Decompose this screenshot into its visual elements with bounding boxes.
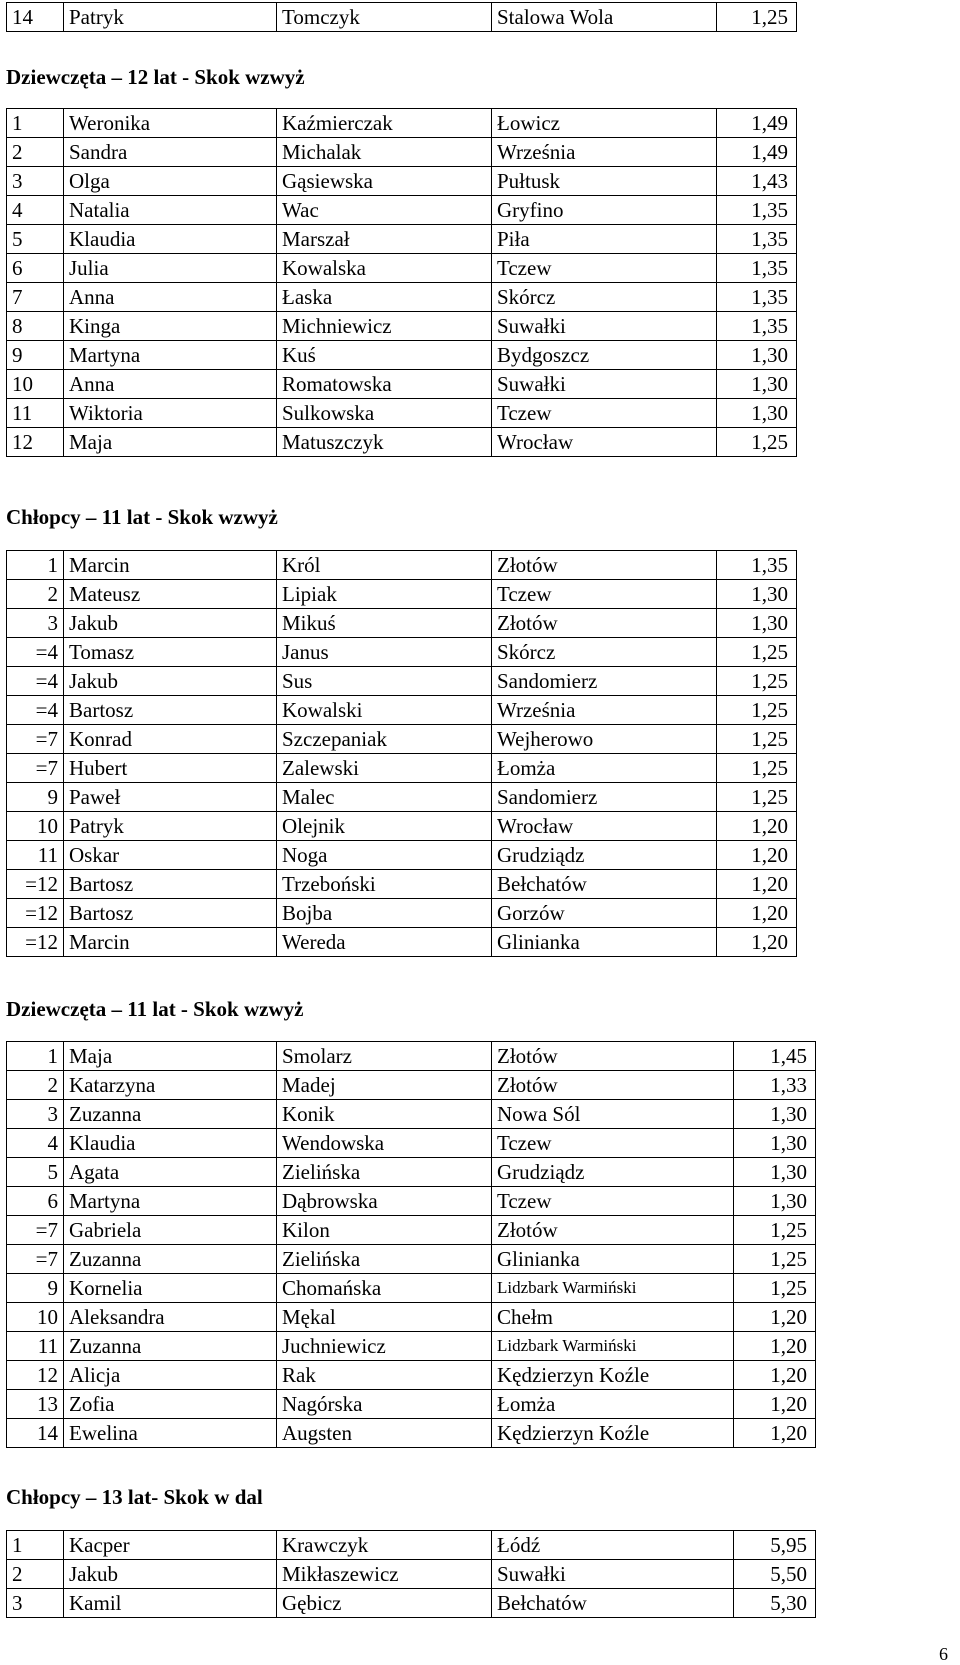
last-name-cell: Madej <box>277 1071 492 1100</box>
first-name-cell: Bartosz <box>64 870 277 899</box>
place-cell: =7 <box>7 1216 64 1245</box>
result-cell: 1,43 <box>717 167 797 196</box>
city-cell: Suwałki <box>492 312 717 341</box>
city-cell: Skórcz <box>492 283 717 312</box>
first-name-cell: Gabriela <box>64 1216 277 1245</box>
place-cell: 8 <box>7 312 64 341</box>
last-name-cell: Łaska <box>277 283 492 312</box>
table-row <box>7 580 797 609</box>
place-cell: 4 <box>7 196 64 225</box>
table-row <box>7 783 797 812</box>
section-heading-girls-12-high-jump: Dziewczęta – 12 lat - Skok wzwyż <box>6 65 305 89</box>
table-row <box>7 283 797 312</box>
city-cell: Glinianka <box>492 928 717 957</box>
section-heading-boys-11-high-jump: Chłopcy – 11 lat - Skok wzwyż <box>6 505 278 529</box>
city-cell: Łódź <box>492 1531 734 1560</box>
table-row <box>7 138 797 167</box>
table-row <box>7 1071 816 1100</box>
table-row <box>7 167 797 196</box>
place-cell: =12 <box>7 899 64 928</box>
table-row <box>7 1560 816 1589</box>
result-cell: 1,30 <box>734 1187 816 1216</box>
city-cell: Gorzów <box>492 899 717 928</box>
table-row <box>7 1129 816 1158</box>
table-row <box>7 254 797 283</box>
result-cell: 1,25 <box>717 696 797 725</box>
place-cell: =12 <box>7 928 64 957</box>
first-name-cell: Zuzanna <box>64 1100 277 1129</box>
place-cell: 10 <box>7 1303 64 1332</box>
city-cell: Grudziądz <box>492 1158 734 1187</box>
last-name-cell: Romatowska <box>277 370 492 399</box>
last-name-cell: Sulkowska <box>277 399 492 428</box>
first-name-cell: Konrad <box>64 725 277 754</box>
first-name-cell: Aleksandra <box>64 1303 277 1332</box>
table-row <box>7 428 797 457</box>
city-cell: Stalowa Wola <box>492 3 717 32</box>
result-cell: 1,20 <box>717 870 797 899</box>
place-cell: 10 <box>7 370 64 399</box>
last-name-cell: Zielińska <box>277 1158 492 1187</box>
result-cell: 1,20 <box>717 841 797 870</box>
result-cell: 1,20 <box>734 1303 816 1332</box>
first-name-cell: Sandra <box>64 138 277 167</box>
first-name-cell: Bartosz <box>64 696 277 725</box>
last-name-cell: Marszał <box>277 225 492 254</box>
result-cell: 1,25 <box>717 428 797 457</box>
results-table-girls-12-high-jump <box>6 108 797 457</box>
last-name-cell: Kowalski <box>277 696 492 725</box>
last-name-cell: Smolarz <box>277 1042 492 1071</box>
place-cell: 12 <box>7 1361 64 1390</box>
table-row <box>7 1419 816 1448</box>
result-cell: 1,35 <box>717 225 797 254</box>
city-cell: Łomża <box>492 754 717 783</box>
table-row <box>7 754 797 783</box>
place-cell: 12 <box>7 428 64 457</box>
result-cell: 1,20 <box>734 1419 816 1448</box>
place-cell: 11 <box>7 841 64 870</box>
first-name-cell: Jakub <box>64 667 277 696</box>
first-name-cell: Wiktoria <box>64 399 277 428</box>
place-cell: 10 <box>7 812 64 841</box>
place-cell: 1 <box>7 551 64 580</box>
result-cell: 1,49 <box>717 138 797 167</box>
city-cell: Chełm <box>492 1303 734 1332</box>
last-name-cell: Juchniewicz <box>277 1332 492 1361</box>
city-cell: Tczew <box>492 1187 734 1216</box>
city-cell: Bydgoszcz <box>492 341 717 370</box>
place-cell: 9 <box>7 1274 64 1303</box>
table-row <box>7 3 797 32</box>
result-cell: 1,25 <box>734 1216 816 1245</box>
result-cell: 1,25 <box>717 754 797 783</box>
place-cell: =4 <box>7 696 64 725</box>
result-cell: 1,20 <box>717 928 797 957</box>
city-cell: Wejherowo <box>492 725 717 754</box>
result-cell: 1,30 <box>734 1100 816 1129</box>
result-cell: 1,30 <box>734 1158 816 1187</box>
first-name-cell: Klaudia <box>64 1129 277 1158</box>
result-cell: 1,30 <box>717 370 797 399</box>
place-cell: 11 <box>7 1332 64 1361</box>
last-name-cell: Wereda <box>277 928 492 957</box>
place-cell: 14 <box>7 3 64 32</box>
first-name-cell: Martyna <box>64 341 277 370</box>
last-name-cell: Nagórska <box>277 1390 492 1419</box>
result-cell: 1,30 <box>734 1129 816 1158</box>
result-cell: 1,25 <box>734 1245 816 1274</box>
city-cell: Wrocław <box>492 812 717 841</box>
last-name-cell: Trzeboński <box>277 870 492 899</box>
last-name-cell: Kuś <box>277 341 492 370</box>
table-row <box>7 928 797 957</box>
table-row <box>7 551 797 580</box>
table-row <box>7 870 797 899</box>
city-cell: Grudziądz <box>492 841 717 870</box>
first-name-cell: Zuzanna <box>64 1332 277 1361</box>
city-cell: Suwałki <box>492 370 717 399</box>
table-row <box>7 638 797 667</box>
place-cell: =7 <box>7 725 64 754</box>
table-row <box>7 1187 816 1216</box>
place-cell: 3 <box>7 167 64 196</box>
table-row <box>7 1245 816 1274</box>
last-name-cell: Olejnik <box>277 812 492 841</box>
last-name-cell: Mikłaszewicz <box>277 1560 492 1589</box>
table-row <box>7 841 797 870</box>
first-name-cell: Kacper <box>64 1531 277 1560</box>
last-name-cell: Sus <box>277 667 492 696</box>
place-cell: =7 <box>7 1245 64 1274</box>
last-name-cell: Michalak <box>277 138 492 167</box>
place-cell: 6 <box>7 254 64 283</box>
first-name-cell: Patryk <box>64 3 277 32</box>
place-cell: 2 <box>7 1560 64 1589</box>
first-name-cell: Maja <box>64 1042 277 1071</box>
last-name-cell: Augsten <box>277 1419 492 1448</box>
place-cell: =7 <box>7 754 64 783</box>
result-cell: 1,35 <box>717 312 797 341</box>
table-row <box>7 196 797 225</box>
first-name-cell: Kornelia <box>64 1274 277 1303</box>
place-cell: 3 <box>7 609 64 638</box>
results-table-continued <box>6 2 797 32</box>
place-cell: 3 <box>7 1100 64 1129</box>
results-table-boys-11-high-jump <box>6 550 797 957</box>
result-cell: 1,30 <box>717 580 797 609</box>
last-name-cell: Wendowska <box>277 1129 492 1158</box>
result-cell: 5,95 <box>734 1531 816 1560</box>
first-name-cell: Anna <box>64 370 277 399</box>
result-cell: 1,20 <box>734 1361 816 1390</box>
city-cell: Bełchatów <box>492 870 717 899</box>
last-name-cell: Mikuś <box>277 609 492 638</box>
result-cell: 1,25 <box>717 783 797 812</box>
city-cell: Tczew <box>492 1129 734 1158</box>
last-name-cell: Malec <box>277 783 492 812</box>
city-cell: Wrocław <box>492 428 717 457</box>
result-cell: 1,25 <box>717 3 797 32</box>
city-cell: Tczew <box>492 399 717 428</box>
last-name-cell: Noga <box>277 841 492 870</box>
first-name-cell: Agata <box>64 1158 277 1187</box>
city-cell: Kędzierzyn Koźle <box>492 1361 734 1390</box>
result-cell: 1,20 <box>717 899 797 928</box>
result-cell: 5,30 <box>734 1589 816 1618</box>
table-row <box>7 1361 816 1390</box>
first-name-cell: Marcin <box>64 551 277 580</box>
last-name-cell: Rak <box>277 1361 492 1390</box>
table-row <box>7 1042 816 1071</box>
city-cell: Skórcz <box>492 638 717 667</box>
place-cell: 7 <box>7 283 64 312</box>
result-cell: 1,25 <box>717 638 797 667</box>
last-name-cell: Bojba <box>277 899 492 928</box>
page-number: 6 <box>939 1644 948 1664</box>
result-cell: 1,35 <box>717 196 797 225</box>
table-row <box>7 1531 816 1560</box>
first-name-cell: Anna <box>64 283 277 312</box>
last-name-cell: Chomańska <box>277 1274 492 1303</box>
last-name-cell: Kowalska <box>277 254 492 283</box>
city-cell: Złotów <box>492 609 717 638</box>
first-name-cell: Zofia <box>64 1390 277 1419</box>
first-name-cell: Ewelina <box>64 1419 277 1448</box>
last-name-cell: Zielińska <box>277 1245 492 1274</box>
first-name-cell: Maja <box>64 428 277 457</box>
table-row <box>7 109 797 138</box>
place-cell: =4 <box>7 667 64 696</box>
result-cell: 5,50 <box>734 1560 816 1589</box>
place-cell: 9 <box>7 341 64 370</box>
table-row <box>7 899 797 928</box>
last-name-cell: Kilon <box>277 1216 492 1245</box>
last-name-cell: Matuszczyk <box>277 428 492 457</box>
place-cell: 1 <box>7 1531 64 1560</box>
city-cell: Tczew <box>492 580 717 609</box>
first-name-cell: Julia <box>64 254 277 283</box>
place-cell: =4 <box>7 638 64 667</box>
city-cell: Złotów <box>492 1042 734 1071</box>
table-row <box>7 725 797 754</box>
last-name-cell: Gąsiewska <box>277 167 492 196</box>
last-name-cell: Janus <box>277 638 492 667</box>
last-name-cell: Szczepaniak <box>277 725 492 754</box>
city-cell: Piła <box>492 225 717 254</box>
city-cell: Września <box>492 138 717 167</box>
city-cell: Gryfino <box>492 196 717 225</box>
results-table-girls-11-high-jump <box>6 1041 816 1448</box>
place-cell: 14 <box>7 1419 64 1448</box>
results-table-boys-13-long-jump <box>6 1530 816 1618</box>
first-name-cell: Martyna <box>64 1187 277 1216</box>
first-name-cell: Katarzyna <box>64 1071 277 1100</box>
city-cell: Złotów <box>492 551 717 580</box>
table-row <box>7 609 797 638</box>
table-row <box>7 1589 816 1618</box>
place-cell: 2 <box>7 1071 64 1100</box>
last-name-cell: Gębicz <box>277 1589 492 1618</box>
place-cell: 1 <box>7 109 64 138</box>
city-cell: Łomża <box>492 1390 734 1419</box>
place-cell: 6 <box>7 1187 64 1216</box>
first-name-cell: Patryk <box>64 812 277 841</box>
result-cell: 1,25 <box>717 725 797 754</box>
table-row <box>7 1332 816 1361</box>
last-name-cell: Kaźmierczak <box>277 109 492 138</box>
place-cell: 2 <box>7 138 64 167</box>
result-cell: 1,35 <box>717 283 797 312</box>
table-row <box>7 1216 816 1245</box>
city-cell: Złotów <box>492 1071 734 1100</box>
result-cell: 1,20 <box>734 1390 816 1419</box>
result-cell: 1,25 <box>734 1274 816 1303</box>
city-cell: Glinianka <box>492 1245 734 1274</box>
table-row <box>7 312 797 341</box>
result-cell: 1,30 <box>717 341 797 370</box>
first-name-cell: Jakub <box>64 1560 277 1589</box>
result-cell: 1,45 <box>734 1042 816 1071</box>
result-cell: 1,49 <box>717 109 797 138</box>
first-name-cell: Mateusz <box>64 580 277 609</box>
place-cell: 4 <box>7 1129 64 1158</box>
result-cell: 1,20 <box>717 812 797 841</box>
table-row <box>7 1100 816 1129</box>
section-heading-girls-11-high-jump: Dziewczęta – 11 lat - Skok wzwyż <box>6 997 304 1021</box>
first-name-cell: Marcin <box>64 928 277 957</box>
last-name-cell: Wac <box>277 196 492 225</box>
section-heading-boys-13-long-jump: Chłopcy – 13 lat- Skok w dal <box>6 1485 263 1509</box>
table-row <box>7 812 797 841</box>
first-name-cell: Paweł <box>64 783 277 812</box>
city-cell: Lidzbark Warmiński <box>492 1274 734 1303</box>
table-row <box>7 667 797 696</box>
first-name-cell: Klaudia <box>64 225 277 254</box>
last-name-cell: Mękal <box>277 1303 492 1332</box>
first-name-cell: Alicja <box>64 1361 277 1390</box>
city-cell: Złotów <box>492 1216 734 1245</box>
last-name-cell: Lipiak <box>277 580 492 609</box>
city-cell: Lidzbark Warmiński <box>492 1332 734 1361</box>
city-cell: Tczew <box>492 254 717 283</box>
last-name-cell: Dąbrowska <box>277 1187 492 1216</box>
first-name-cell: Hubert <box>64 754 277 783</box>
first-name-cell: Natalia <box>64 196 277 225</box>
first-name-cell: Tomasz <box>64 638 277 667</box>
result-cell: 1,25 <box>717 667 797 696</box>
table-row <box>7 696 797 725</box>
place-cell: 9 <box>7 783 64 812</box>
result-cell: 1,35 <box>717 551 797 580</box>
result-cell: 1,35 <box>717 254 797 283</box>
city-cell: Sandomierz <box>492 783 717 812</box>
table-row <box>7 1158 816 1187</box>
place-cell: =12 <box>7 870 64 899</box>
last-name-cell: Konik <box>277 1100 492 1129</box>
place-cell: 5 <box>7 225 64 254</box>
table-row <box>7 1303 816 1332</box>
result-cell: 1,30 <box>717 399 797 428</box>
last-name-cell: Michniewicz <box>277 312 492 341</box>
city-cell: Pułtusk <box>492 167 717 196</box>
place-cell: 13 <box>7 1390 64 1419</box>
last-name-cell: Zalewski <box>277 754 492 783</box>
result-cell: 1,30 <box>717 609 797 638</box>
place-cell: 1 <box>7 1042 64 1071</box>
first-name-cell: Kamil <box>64 1589 277 1618</box>
first-name-cell: Oskar <box>64 841 277 870</box>
city-cell: Nowa Sól <box>492 1100 734 1129</box>
last-name-cell: Krawczyk <box>277 1531 492 1560</box>
first-name-cell: Olga <box>64 167 277 196</box>
table-row <box>7 370 797 399</box>
city-cell: Kędzierzyn Koźle <box>492 1419 734 1448</box>
city-cell: Bełchatów <box>492 1589 734 1618</box>
result-cell: 1,20 <box>734 1332 816 1361</box>
table-row <box>7 225 797 254</box>
place-cell: 11 <box>7 399 64 428</box>
place-cell: 5 <box>7 1158 64 1187</box>
city-cell: Września <box>492 696 717 725</box>
place-cell: 3 <box>7 1589 64 1618</box>
place-cell: 2 <box>7 580 64 609</box>
city-cell: Łowicz <box>492 109 717 138</box>
city-cell: Sandomierz <box>492 667 717 696</box>
first-name-cell: Zuzanna <box>64 1245 277 1274</box>
table-row <box>7 1390 816 1419</box>
first-name-cell: Weronika <box>64 109 277 138</box>
first-name-cell: Kinga <box>64 312 277 341</box>
city-cell: Suwałki <box>492 1560 734 1589</box>
last-name-cell: Król <box>277 551 492 580</box>
first-name-cell: Bartosz <box>64 899 277 928</box>
last-name-cell: Tomczyk <box>277 3 492 32</box>
table-row <box>7 399 797 428</box>
result-cell: 1,33 <box>734 1071 816 1100</box>
first-name-cell: Jakub <box>64 609 277 638</box>
table-row <box>7 1274 816 1303</box>
table-row <box>7 341 797 370</box>
